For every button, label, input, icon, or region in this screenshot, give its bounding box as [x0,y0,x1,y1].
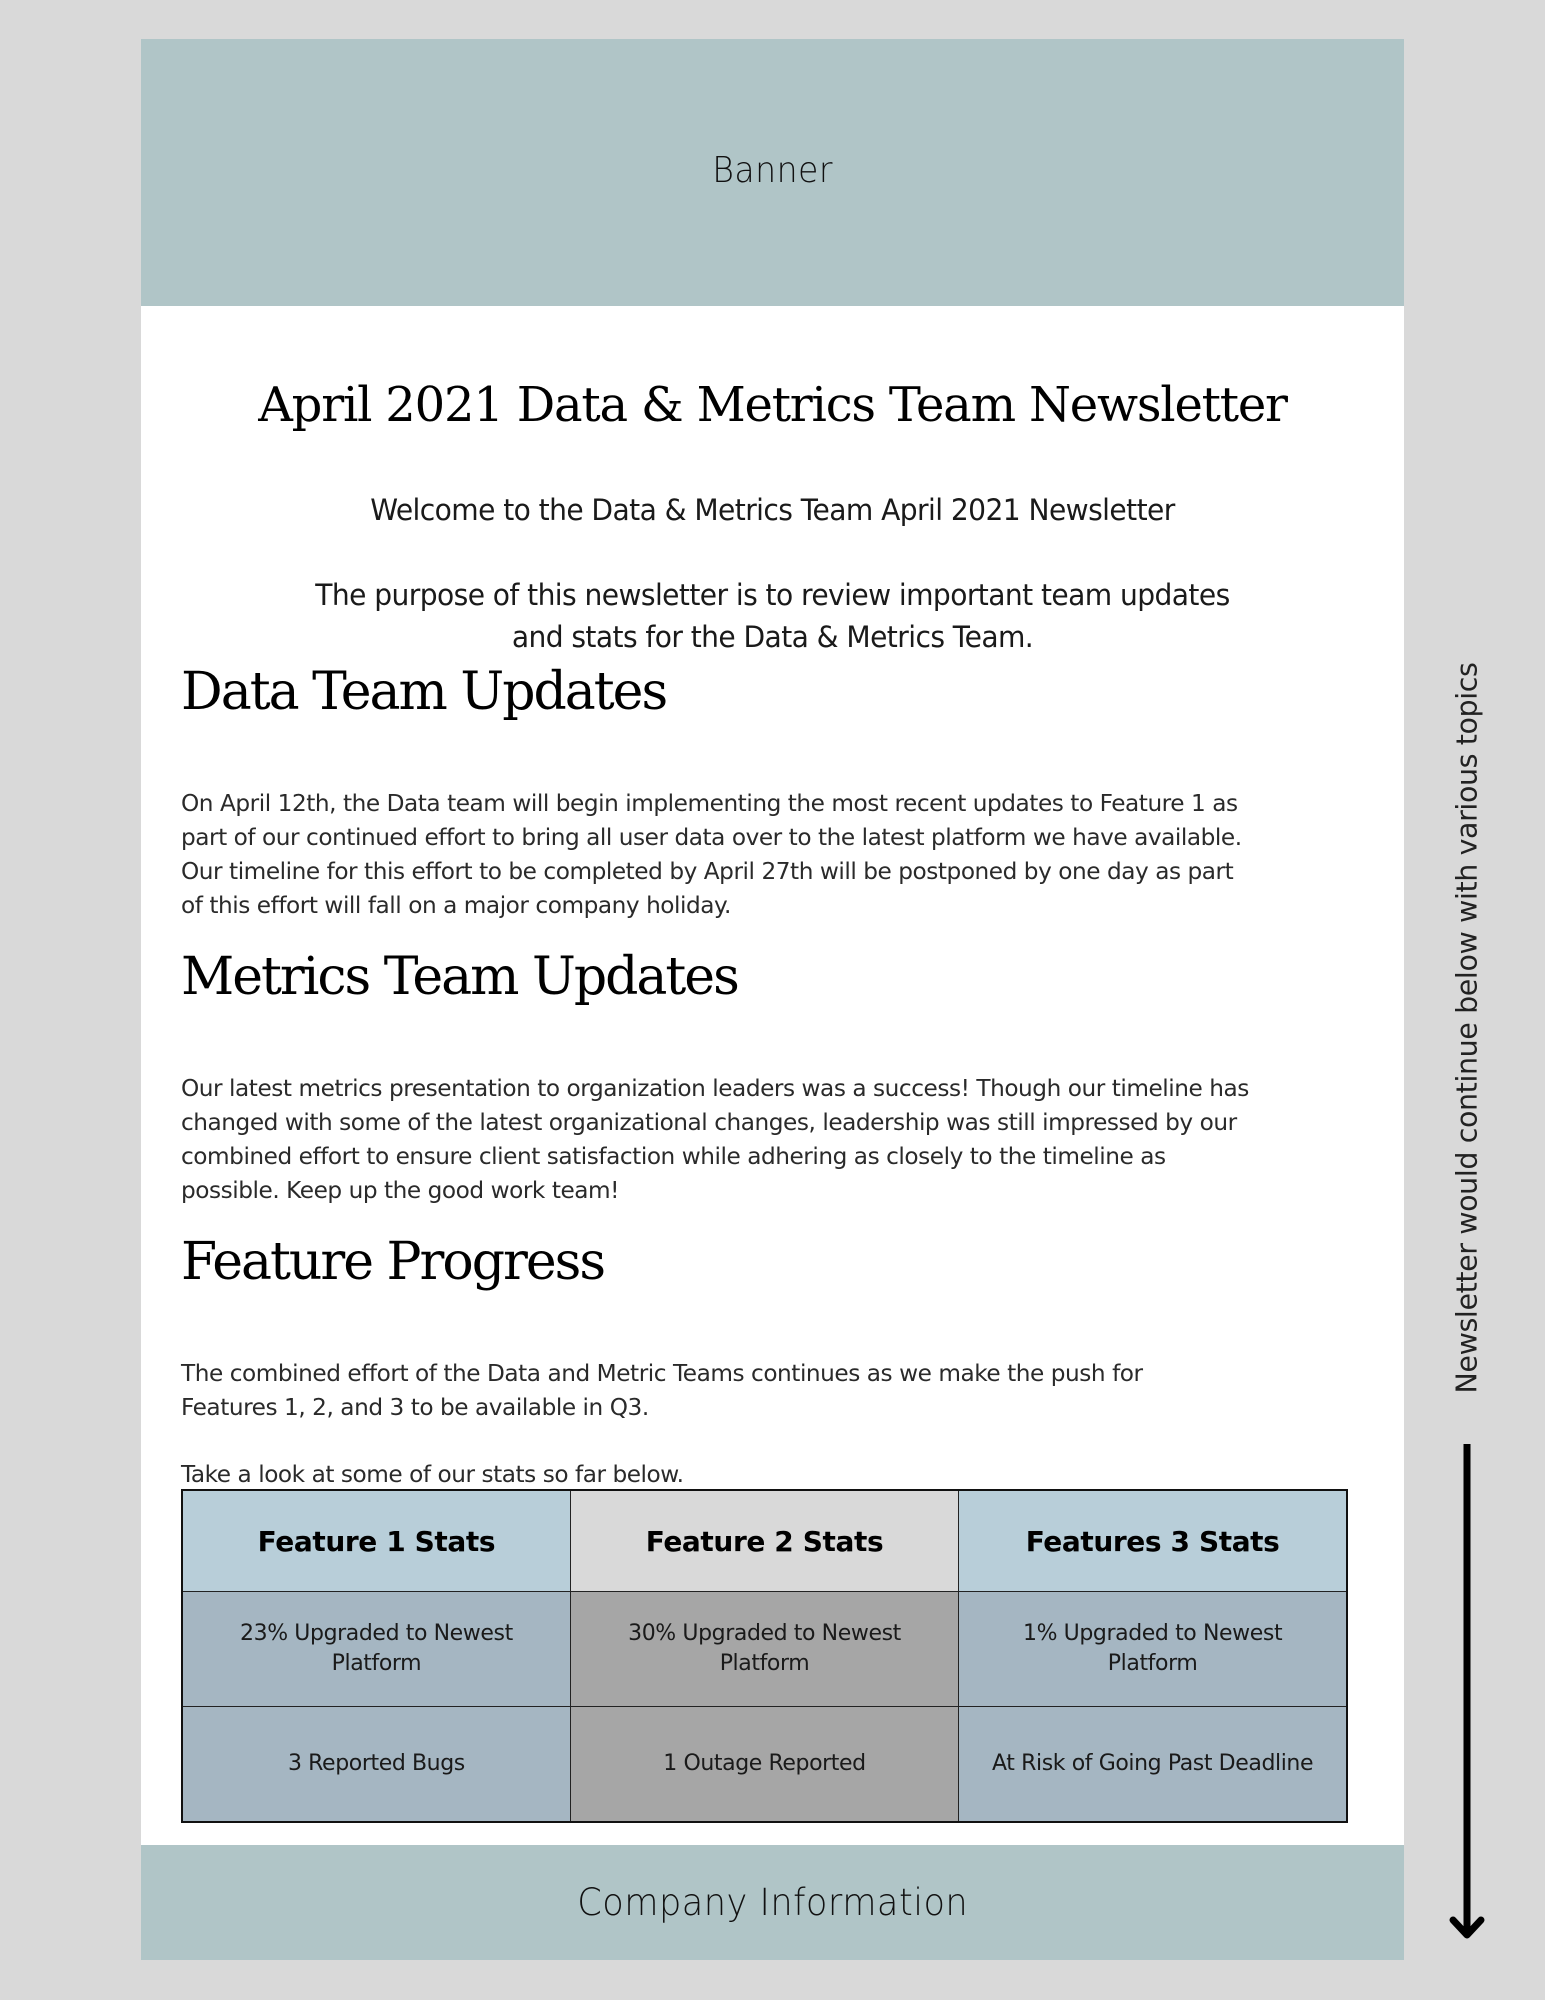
body-line: Our latest metrics presentation to organization leaders was a success! Though our timeline has [181,1075,1249,1102]
arrow-down-icon [1447,1440,1487,1940]
table-row [182,1592,1347,1707]
table-cell: At Risk of Going Past Deadline [959,1707,1347,1823]
table-row [182,1707,1347,1823]
banner-label: Banner [712,150,833,191]
table-header-row [182,1490,1347,1592]
column-header-feature-3: Features 3 Stats [959,1490,1347,1592]
body-line: combined effort to ensure client satisfaction while adhering as closely to the timeline as [181,1143,1166,1170]
table-cell: 3 Reported Bugs [182,1707,570,1823]
body-line: The combined effort of the Data and Metric Teams continues as we make the push for [181,1360,1143,1387]
column-header-feature-1: Feature 1 Stats [182,1490,570,1592]
banner [141,39,1404,306]
purpose-text [160,574,1385,658]
body-line: of this effort will fall on a major company holiday. [181,892,731,919]
newsletter-title: April 2021 Data & Metrics Team Newsletter [258,377,1287,433]
section-body-feature-progress [181,1357,1391,1425]
purpose-line: and stats for the Data & Metrics Team. [511,620,1034,654]
section-body-data-team [181,787,1391,923]
table-cell: 30% Upgraded to Newest Platform [570,1592,958,1707]
body-line: On April 12th, the Data team will begin implementing the most recent updates to Feature 1 as [181,790,1238,817]
table-cell: 23% Upgraded to Newest Platform [182,1592,570,1707]
footer-company-info [141,1845,1404,1960]
feature-stats-table [181,1489,1348,1823]
table-cell: 1 Outage Reported [570,1707,958,1823]
section-heading-data-team: Data Team Updates [181,662,667,722]
newsletter-page [141,39,1404,1960]
section-heading-metrics-team: Metrics Team Updates [181,947,738,1007]
continuation-note-text: Newsletter would continue below with various topics [1450,662,1484,1394]
purpose-line: The purpose of this newsletter is to review important team updates [315,578,1230,612]
stats-intro-text: Take a look at some of our stats so far below. [181,1461,684,1488]
footer-label: Company Information [577,1881,968,1924]
welcome-text: Welcome to the Data & Metrics Team April 2021 Newsletter [370,493,1175,527]
body-line: possible. Keep up the good work team! [181,1177,620,1204]
section-heading-feature-progress: Feature Progress [181,1232,604,1292]
body-line: Features 1, 2, and 3 to be available in Q3. [181,1394,649,1421]
body-line: part of our continued effort to bring all user data over to the latest platform we have available. [181,824,1242,851]
column-header-feature-2: Feature 2 Stats [570,1490,958,1592]
body-line: Our timeline for this effort to be completed by April 27th will be postponed by one day as part [181,858,1234,885]
section-body-metrics-team [181,1072,1391,1208]
table-cell: 1% Upgraded to Newest Platform [959,1592,1347,1707]
body-line: changed with some of the latest organizational changes, leadership was still impressed by our [181,1109,1237,1136]
